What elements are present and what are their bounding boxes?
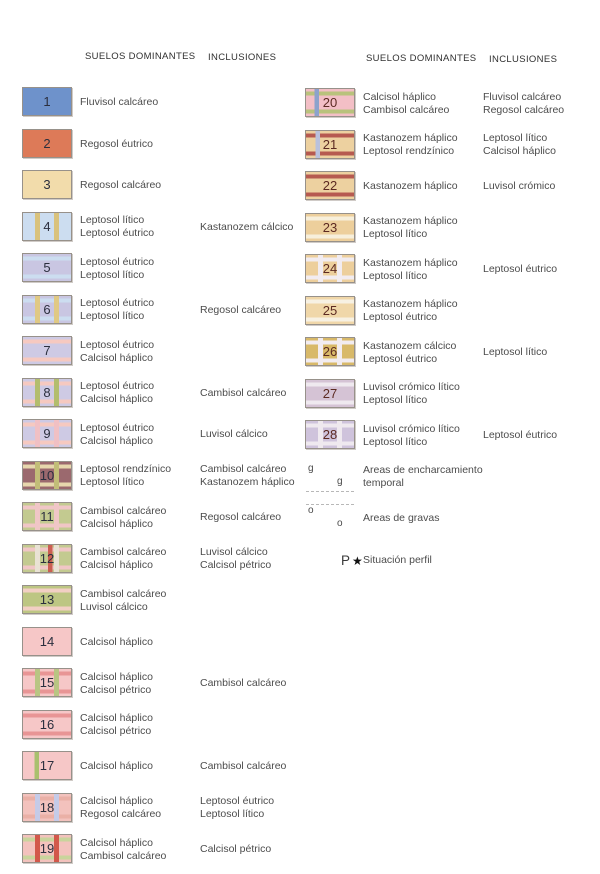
legend-row-7 [22, 336, 312, 378]
dominant-soil-label-line: Kastanozem háplico [363, 215, 458, 227]
swatch-number: 5 [43, 260, 51, 275]
color-swatch-8 [22, 378, 72, 407]
dominant-soil-label [80, 834, 198, 865]
dominant-soil-label-line: Calcisol háplico [80, 434, 153, 447]
inclusion-label-line: Leptosol lítico [483, 346, 548, 358]
dominant-soil-label-line: Leptosol lítico [80, 476, 145, 488]
inclusion-label-line: Calcisol pétrico [200, 559, 272, 571]
legend-column-right [305, 88, 597, 586]
inclusion-label-line: Cambisol calcáreo [200, 463, 287, 475]
symbol-label-line: temporal [363, 477, 404, 489]
dominant-soil-label-line: Cambisol calcáreo [80, 546, 167, 558]
legend-row-13 [22, 585, 312, 627]
inclusion-label [200, 378, 320, 409]
dominant-soil-label-line: Leptosol éutrico [363, 311, 438, 323]
swatch-number: 2 [43, 135, 51, 151]
o-glyph: o [337, 518, 343, 529]
dominant-soil-label-line: Luvisol crómico lítico [363, 422, 460, 435]
legend-row-5 [22, 253, 312, 295]
color-swatch-3 [22, 170, 72, 199]
dominant-soil-label-line: Kastanozem háplico [363, 132, 458, 144]
swatch-number: 17 [39, 758, 55, 773]
dominant-soil-label-line: Luvisol cálcico [80, 600, 148, 613]
dominant-soil-label [363, 254, 481, 285]
dominant-soil-label-line: Kastanozem háplico [363, 298, 458, 310]
header-inclusiones-right: INCLUSIONES [489, 54, 558, 65]
gravel-area-symbol [306, 504, 354, 533]
o-glyph: o [308, 505, 314, 516]
dominant-soil-label [80, 627, 198, 658]
swatch-number: 28 [322, 427, 338, 442]
color-swatch-25 [305, 296, 355, 325]
color-swatch-17 [22, 751, 72, 780]
dominant-soil-label-line: Calcisol pétrico [80, 725, 152, 737]
inclusion-label-line: Luvisol cálcico [200, 546, 268, 558]
inclusion-label [200, 502, 320, 533]
inclusion-label [200, 544, 320, 575]
symbol-label-line: Situación perfil [363, 553, 432, 566]
star-icon: ★ [352, 553, 363, 568]
dominant-soil-label-line: Cambisol calcáreo [363, 103, 450, 116]
inclusion-label [200, 751, 320, 782]
legend-row-22 [305, 171, 597, 213]
inclusion-label [483, 88, 600, 119]
swatch-number: 24 [322, 261, 338, 276]
inclusion-label-line: Kastanozem háplico [200, 476, 295, 488]
inclusion-label-line: Regosol calcáreo [483, 103, 565, 116]
swatch-number: 20 [322, 95, 338, 110]
dominant-soil-label-line: Leptosol lítico [80, 214, 145, 226]
g-glyph: g [337, 475, 343, 487]
dominant-soil-label-line: Calcisol háplico [80, 760, 153, 772]
color-swatch-28 [305, 420, 355, 449]
color-swatch-16 [22, 710, 72, 739]
inclusion-label [200, 212, 320, 243]
color-swatch-7 [22, 336, 72, 365]
swatch-number: 6 [43, 301, 51, 317]
dominant-soil-label [80, 170, 198, 201]
legend-row-10 [22, 461, 312, 503]
inclusion-label-line: Regosol calcáreo [200, 511, 282, 523]
header-inclusiones-left: INCLUSIONES [208, 52, 277, 63]
dominant-soil-label [363, 337, 481, 368]
symbol-label [363, 503, 481, 534]
inclusion-label [200, 419, 320, 450]
waterlogging-area-symbol [306, 463, 354, 492]
legend-row-19 [22, 834, 312, 874]
swatch-number: 10 [39, 467, 55, 483]
dominant-soil-label [80, 378, 198, 409]
symbol-row-g [305, 462, 597, 504]
color-swatch-12 [22, 544, 72, 573]
inclusion-label-line: Leptosol lítico [483, 132, 548, 144]
inclusion-label [200, 793, 320, 824]
inclusion-label-line: Leptosol éutrico [483, 429, 558, 441]
legend-row-23 [305, 213, 597, 255]
dominant-soil-label [80, 793, 198, 824]
g-glyph: g [308, 462, 314, 474]
dominant-soil-label-line: Leptosol éutrico [363, 352, 438, 365]
color-swatch-10 [22, 461, 72, 490]
dominant-soil-label-line: Leptosol éutrico [80, 255, 155, 268]
inclusion-label [483, 171, 600, 202]
inclusion-label [200, 295, 320, 326]
dominant-soil-label [363, 379, 481, 410]
dominant-soil-label [363, 130, 481, 161]
color-swatch-21 [305, 130, 355, 159]
dominant-soil-label-line: Kastanozem háplico [363, 256, 458, 269]
legend-row-1 [22, 87, 312, 129]
color-swatch-5 [22, 253, 72, 282]
color-swatch-19 [22, 834, 72, 863]
swatch-number: 22 [322, 178, 338, 193]
dominant-soil-label [363, 88, 481, 119]
dominant-soil-label [80, 585, 198, 616]
color-swatch-6 [22, 295, 72, 324]
legend-row-24 [305, 254, 597, 296]
dominant-soil-label-line: Leptosol lítico [363, 435, 428, 448]
dominant-soil-label-line: Regosol calcáreo [80, 808, 162, 820]
color-swatch-23 [305, 213, 355, 242]
color-swatch-1 [22, 87, 72, 116]
legend-row-20 [305, 88, 597, 130]
legend-row-2 [22, 129, 312, 171]
dominant-soil-label [80, 544, 198, 575]
dominant-soil-label [80, 212, 198, 243]
inclusion-label [200, 461, 320, 492]
header-suelos-dominantes-left: SUELOS DOMINANTES [85, 51, 196, 62]
dominant-soil-label [363, 213, 481, 244]
color-swatch-11 [22, 502, 72, 531]
inclusion-label-line: Kastanozem cálcico [200, 220, 294, 233]
inclusion-label-line: Regosol calcáreo [200, 303, 282, 316]
dominant-soil-label [363, 171, 481, 202]
dominant-soil-label-line: Calcisol háplico [80, 351, 153, 364]
dominant-soil-label-line: Cambisol calcáreo [80, 504, 167, 517]
swatch-number: 1 [43, 94, 51, 109]
symbol-label-line: Areas de encharcamiento [363, 464, 483, 476]
dominant-soil-label [80, 295, 198, 326]
dominant-soil-label-line: Leptosol éutrico [80, 227, 155, 239]
legend-row-4 [22, 212, 312, 254]
legend-row-28 [305, 420, 597, 462]
symbol-row-star [305, 545, 597, 587]
legend-row-15 [22, 668, 312, 710]
dominant-soil-label-line: Leptosol lítico [363, 269, 428, 282]
inclusion-label-line: Cambisol calcáreo [200, 677, 287, 689]
dominant-soil-label-line: Calcisol háplico [80, 712, 153, 724]
swatch-number: 26 [322, 344, 338, 359]
profile-letter: P [341, 552, 353, 568]
dominant-soil-label-line: Fluvisol calcáreo [80, 96, 159, 108]
dominant-soil-label-line: Calcisol háplico [80, 795, 153, 807]
color-swatch-14 [22, 627, 72, 656]
dominant-soil-label [80, 710, 198, 741]
inclusion-label [483, 337, 600, 368]
dominant-soil-label-line: Leptosol éutrico [80, 380, 155, 392]
color-swatch-13 [22, 585, 72, 614]
swatch-number: 8 [43, 384, 51, 400]
dominant-soil-label-line: Kastanozem cálcico [363, 339, 457, 352]
dominant-soil-label-line: Calcisol háplico [80, 836, 153, 849]
legend-row-16 [22, 710, 312, 752]
inclusion-label-line: Cambisol calcáreo [200, 386, 287, 399]
swatch-number: 13 [39, 592, 55, 607]
color-swatch-24 [305, 254, 355, 283]
dominant-soil-label [80, 461, 198, 492]
legend-row-3 [22, 170, 312, 212]
legend-row-27 [305, 379, 597, 421]
legend-row-21 [305, 130, 597, 172]
dominant-soil-label [363, 296, 481, 327]
inclusion-label [200, 668, 320, 699]
dominant-soil-label-line: Kastanozem háplico [363, 180, 458, 192]
dominant-soil-label-line: Regosol éutrico [80, 137, 153, 150]
symbol-label [363, 545, 481, 576]
symbol-label [363, 462, 481, 493]
dominant-soil-label [80, 751, 198, 782]
inclusion-label-line: Leptosol éutrico [483, 263, 558, 275]
profile-marker [341, 552, 363, 570]
inclusion-label [483, 130, 600, 161]
legend-row-11 [22, 502, 312, 544]
color-swatch-20 [305, 88, 355, 117]
legend-column-left [22, 87, 312, 874]
dominant-soil-label-line: Leptosol lítico [363, 228, 428, 240]
dominant-soil-label-line: Calcisol háplico [80, 559, 153, 571]
color-swatch-15 [22, 668, 72, 697]
legend-row-9 [22, 419, 312, 461]
dominant-soil-label [80, 87, 198, 118]
inclusion-label-line: Calcisol háplico [483, 145, 556, 157]
dominant-soil-label [80, 419, 198, 450]
color-swatch-22 [305, 171, 355, 200]
dominant-soil-label-line: Leptosol éutrico [80, 297, 155, 309]
dominant-soil-label [80, 253, 198, 284]
dominant-soil-label-line: Cambisol calcáreo [80, 587, 167, 600]
swatch-number: 11 [40, 509, 54, 524]
inclusion-label [483, 254, 600, 285]
legend-row-6 [22, 295, 312, 337]
swatch-number: 14 [39, 633, 55, 649]
color-swatch-26 [305, 337, 355, 366]
inclusion-label [200, 834, 320, 865]
inclusion-label-line: Leptosol éutrico [200, 795, 275, 807]
dominant-soil-label [363, 420, 481, 451]
dominant-soil-label [80, 668, 198, 699]
dominant-soil-label-line: Leptosol lítico [80, 310, 145, 322]
swatch-number: 15 [39, 675, 55, 690]
swatch-number: 25 [322, 302, 338, 318]
swatch-number: 18 [39, 799, 55, 815]
symbol-label-line: Areas de gravas [363, 512, 440, 524]
dominant-soil-label [80, 129, 198, 160]
legend-row-12 [22, 544, 312, 586]
dominant-soil-label-line: Calcisol háplico [80, 635, 153, 648]
dominant-soil-label [80, 502, 198, 533]
dominant-soil-label-line: Regosol calcáreo [80, 179, 162, 191]
swatch-number: 27 [322, 385, 338, 401]
color-swatch-18 [22, 793, 72, 822]
inclusion-label-line: Cambisol calcáreo [200, 760, 287, 772]
inclusion-label-line: Fluvisol calcáreo [483, 90, 562, 103]
color-swatch-2 [22, 129, 72, 158]
inclusion-label [483, 420, 600, 451]
dominant-soil-label-line: Leptosol lítico [80, 268, 145, 281]
legend-row-14 [22, 627, 312, 669]
dominant-soil-label-line: Calcisol háplico [80, 393, 153, 405]
dominant-soil-label-line: Calcisol háplico [80, 670, 153, 683]
header-suelos-dominantes-right: SUELOS DOMINANTES [366, 53, 477, 64]
dominant-soil-label-line: Luvisol crómico lítico [363, 381, 460, 393]
swatch-number: 4 [43, 218, 51, 234]
swatch-number: 7 [43, 343, 51, 358]
legend-row-26 [305, 337, 597, 379]
color-swatch-27 [305, 379, 355, 408]
dominant-soil-label-line: Calcisol pétrico [80, 683, 152, 696]
color-swatch-4 [22, 212, 72, 241]
dominant-soil-label-line: Cambisol calcáreo [80, 849, 167, 862]
inclusion-label-line: Leptosol lítico [200, 808, 265, 820]
swatch-number: 3 [43, 177, 51, 192]
legend-row-18 [22, 793, 312, 835]
inclusion-label-line: Luvisol cálcico [200, 428, 268, 440]
inclusion-label-line: Calcisol pétrico [200, 843, 272, 855]
dominant-soil-label [80, 336, 198, 367]
dominant-soil-label-line: Leptosol rendzínico [80, 463, 172, 475]
dominant-soil-label-line: Leptosol éutrico [80, 421, 155, 434]
swatch-number: 9 [43, 426, 51, 441]
swatch-number: 21 [322, 136, 338, 152]
dominant-soil-label-line: Calcisol háplico [80, 517, 153, 530]
dominant-soil-label-line: Leptosol lítico [363, 394, 428, 406]
symbol-row-o [305, 503, 597, 545]
swatch-number: 12 [39, 550, 55, 566]
dominant-soil-label-line: Leptosol rendzínico [363, 145, 455, 157]
swatch-number: 23 [322, 219, 338, 235]
color-swatch-9 [22, 419, 72, 448]
dominant-soil-label-line: Leptosol éutrico [80, 338, 155, 351]
swatch-number: 19 [39, 841, 55, 856]
legend-row-8 [22, 378, 312, 420]
inclusion-label-line: Luvisol crómico [483, 180, 556, 192]
legend-row-17 [22, 751, 312, 793]
dominant-soil-label-line: Calcisol háplico [363, 90, 436, 103]
swatch-number: 16 [39, 716, 55, 732]
legend-row-25 [305, 296, 597, 338]
